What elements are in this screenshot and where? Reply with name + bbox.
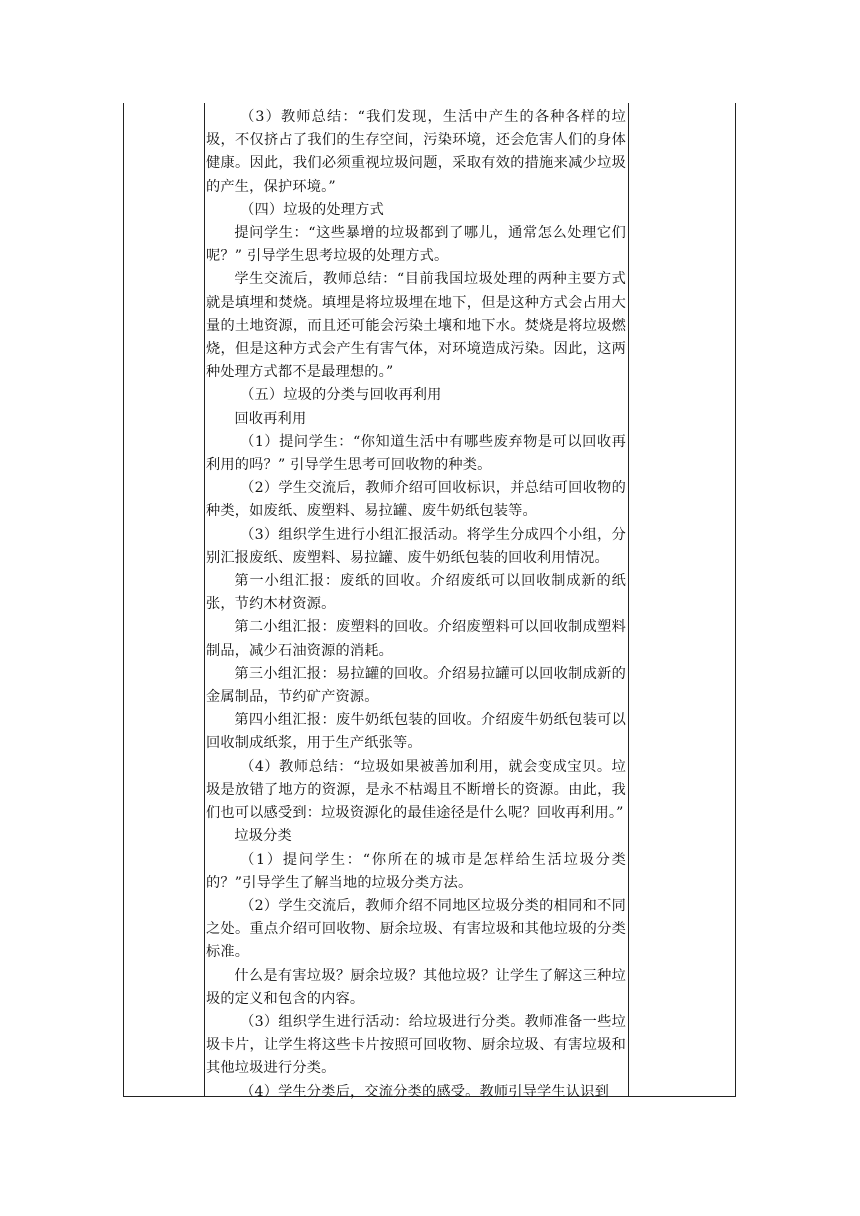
paragraph-recycling-symbol: （2）学生交流后，教师介绍可回收标识，并总结可回收物的种类，如废纸、废塑料、易拉罐、废牛奶纸包装等。: [206, 480, 626, 520]
paragraph-sorting-activity: （3）组织学生进行活动：给垃圾进行分类。教师准备一些垃圾卡片，让学生将这些卡片按照可回收物、厨余垃圾、有害垃圾和其他垃圾进行分类。: [206, 1013, 626, 1077]
paragraph-teacher-summary-1: （3）教师总结：“我们发现，生活中产生的各种各样的垃圾，不仅挤占了我们的生存空间，污染环境，还会危害人们的身体健康。因此，我们必须重视垃圾问题，采取有效的措施来减少垃圾的产生，保护环境。”: [206, 109, 626, 195]
subheading-garbage-sorting: 垃圾分类: [234, 828, 292, 845]
paragraph-group-1: 第一小组汇报：废纸的回收。介绍废纸可以回收制成新的纸张，节约木材资源。: [206, 573, 626, 613]
paragraph-group-4: 第四小组汇报：废牛奶纸包装的回收。介绍废牛奶纸包装可以回收制成纸浆，用于生产纸张等。: [206, 712, 626, 752]
paragraph-sorting-question: （1）提问学生：“你所在的城市是怎样给生活垃圾分类的？”引导学生了解当地的垃圾分类方法。: [206, 851, 626, 891]
paragraph-sorting-reflection: （4）学生分类后，交流分类的感受。教师引导学生认识到: [240, 1083, 609, 1100]
table-column-divider-right: [628, 103, 629, 1096]
paragraph-question-disposal: 提问学生：“这些暴增的垃圾都到了哪儿，通常怎么处理它们呢？” 引导学生思考垃圾的处理方式。: [206, 225, 626, 265]
subheading-recycling: 回收再利用: [234, 410, 307, 427]
paragraph-group-2: 第二小组汇报：废塑料的回收。介绍废塑料可以回收制成塑料制品，减少石油资源的消耗。: [206, 619, 626, 659]
paragraph-group-report: （3）组织学生进行小组汇报活动。将学生分成四个小组，分别汇报废纸、废塑料、易拉罐、废牛奶纸包装的回收利用情况。: [206, 526, 626, 566]
paragraph-sorting-differences: （2）学生交流后，教师介绍不同地区垃圾分类的相同和不同之处。重点介绍可回收物、厨余垃圾、有害垃圾和其他垃圾的分类标准。: [206, 897, 626, 961]
section-heading-sorting-recycling: （五）垃圾的分类与回收再利用: [240, 387, 442, 404]
paragraph-group-3: 第三小组汇报：易拉罐的回收。介绍易拉罐可以回收制成新的金属制品，节约矿产资源。: [206, 665, 626, 706]
paragraph-garbage-definitions: 什么是有害垃圾？厨余垃圾？其他垃圾？让学生了解这三种垃圾的定义和包含的内容。: [206, 967, 626, 1007]
lesson-content-cell: [206, 106, 626, 1104]
paragraph-recycling-question: （1）提问学生：“你知道生活中有哪些废弃物是可以回收再利用的吗？” 引导学生思考可回收物的种类。: [206, 433, 626, 474]
paragraph-disposal-summary: 学生交流后，教师总结：“目前我国垃圾处理的两种主要方式就是填埋和焚烧。填埋是将垃圾埋在地下，但是这种方式会占用大量的土地资源，而且还可能会污染土壤和地下水。焚烧是将垃圾燃烧，但是这种方式会产生有害气体，对环境造成污染。因此，这两种处理方式都不是最理想的。”: [206, 271, 626, 381]
paragraph-teacher-summary-2: （4）教师总结：“垃圾如果被善加利用，就会变成宝贝。垃圾是放错了地方的资源，是永不枯竭且不断增长的资源。由此，我们也可以感受到：垃圾资源化的最佳途径是什么呢？回收再利用。”: [206, 758, 626, 822]
table-column-divider-left: [204, 103, 205, 1096]
section-heading-disposal: （四）垃圾的处理方式: [240, 201, 384, 218]
